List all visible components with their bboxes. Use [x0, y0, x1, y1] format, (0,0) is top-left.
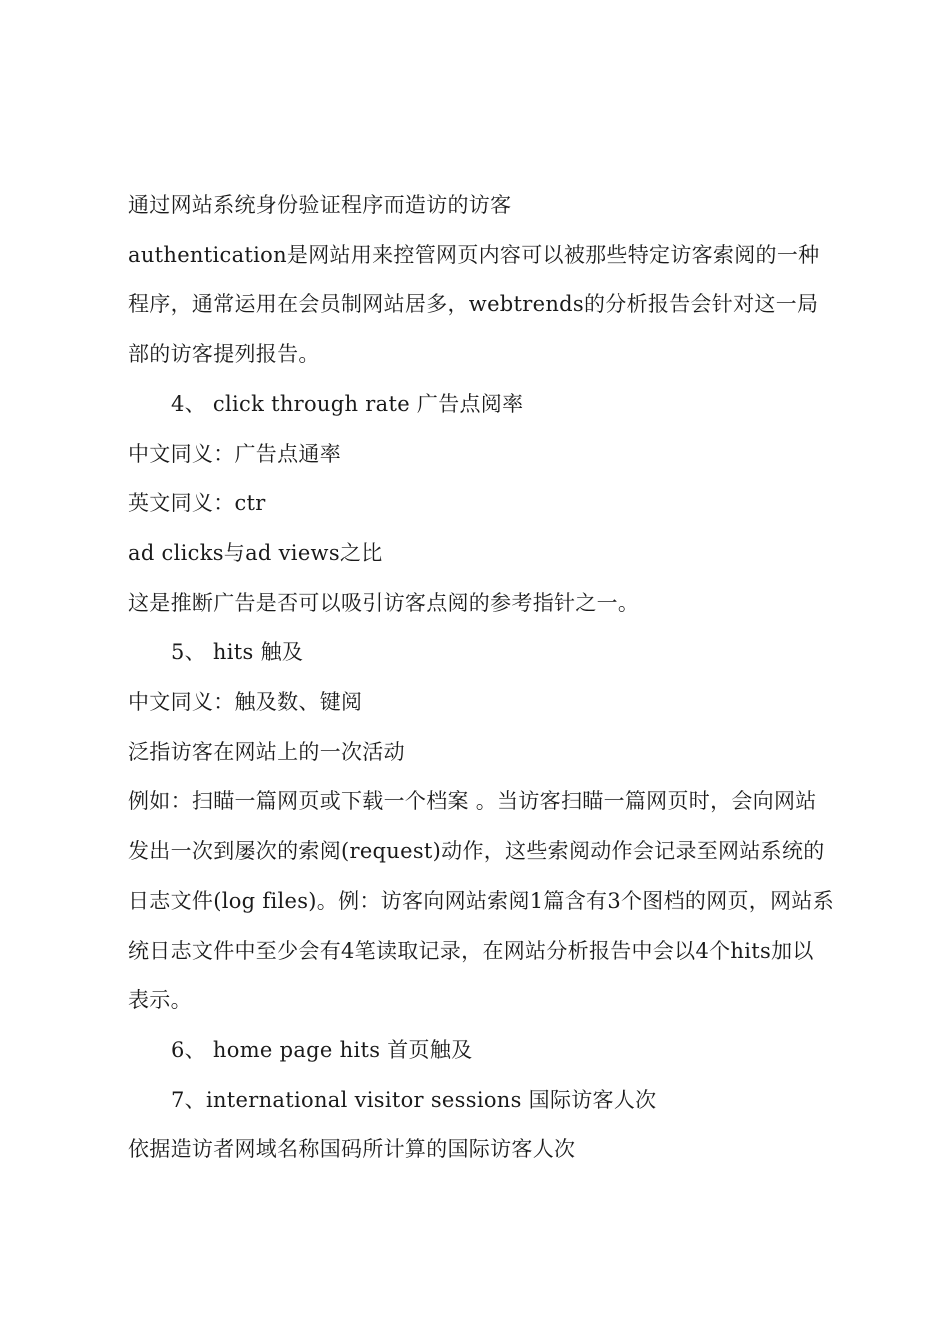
paragraph: ad clicks与ad views之比 — [128, 540, 383, 565]
document-body — [128, 181, 834, 1175]
paragraph: 通过网站系统身份验证程序而造访的访客 — [128, 193, 512, 217]
paragraph: 依据造访者网域名称国码所计算的国际访客人次 — [128, 1137, 576, 1162]
paragraph: 这是推断广告是否可以吸引访客点阅的参考指针之一。 — [128, 590, 640, 615]
section-heading: 5、 hits 触及 — [171, 640, 304, 665]
paragraph: 中文同义：触及数、键阅 — [128, 690, 363, 715]
section-heading: 7、international visitor sessions 国际访客人次 — [171, 1087, 657, 1112]
section-heading: 4、 click through rate 广告点阅率 — [171, 391, 524, 416]
paragraph: 泛指访客在网站上的一次活动 — [128, 739, 405, 764]
paragraph: authentication是网站用来控管网页内容可以被那些特定访客索阅的一种程序，通常运用在会员制网站居多，webtrends的分析报告会针对这一局部的访客提列报告。 — [128, 242, 820, 367]
paragraph: 例如：扫瞄一篇网页或下载一个档案 。当访客扫瞄一篇网页时，会向网站发出一次到屡次的索阅(request)动作，这些索阅动作会记录至网站系统的日志文件(log files)。例：访客向网站索阅1篇含有3个图档的网页，网站系统日志文件中至少会有4笔读取记录，在网站分析报告中会以4个hits加以表示。 — [128, 789, 834, 1013]
paragraph: 英文同义：ctr — [128, 491, 266, 516]
paragraph: 中文同义：广告点通率 — [128, 441, 341, 466]
section-heading: 6、 home page hits 首页触及 — [171, 1037, 473, 1062]
